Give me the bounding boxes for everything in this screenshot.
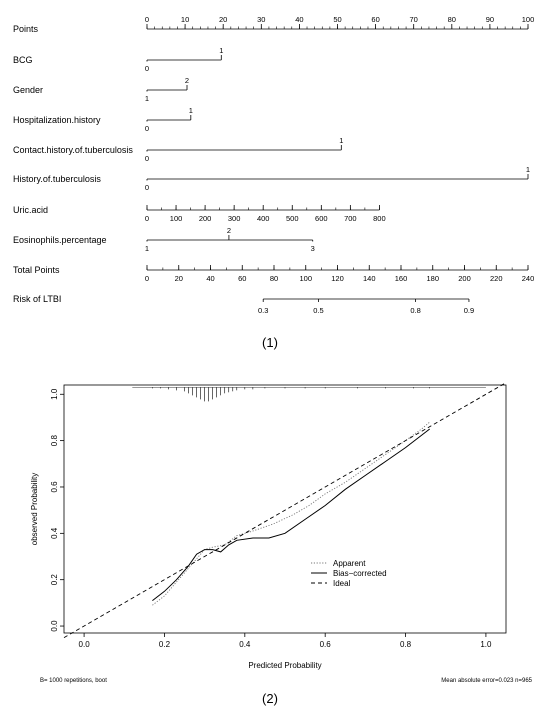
row-label-history-of-tuberculosis: History.of.tuberculosis (13, 174, 101, 184)
uric-acid-tick-label: 200 (198, 214, 212, 223)
uric-acid-tick-label: 800 (373, 214, 386, 223)
x-axis-label: Predicted Probability (248, 661, 322, 670)
eosinophils-percentage-tick-label: 2 (226, 226, 232, 235)
gender-tick-label: 1 (144, 94, 150, 103)
x-tick-label: 0.4 (239, 640, 251, 649)
points-tick-label: 0 (144, 15, 150, 24)
uric-acid-tick-label: 500 (285, 214, 299, 223)
points-tick-label: 80 (447, 15, 456, 24)
uric-acid-tick-label: 100 (169, 214, 183, 223)
footnote-left: B= 1000 repetitions, boot (40, 678, 107, 684)
row-label-risk-of-ltbi: Risk of LTBI (13, 294, 62, 304)
legend-label-apparent: Apparent (333, 559, 366, 568)
legend-label-bias-corrected: Bias−corrected (333, 569, 387, 578)
points-tick-label: 50 (333, 15, 342, 24)
points-tick-label: 40 (295, 15, 304, 24)
total-points-tick-label: 100 (299, 274, 313, 283)
total-points-tick-label: 180 (426, 274, 440, 283)
y-axis-label: observed Probability (30, 472, 39, 546)
row-label-hospitalization-history: Hospitalization.history (13, 115, 101, 125)
total-points-tick-label: 140 (362, 274, 376, 283)
calibration-caption: (2) (262, 691, 278, 706)
eosinophils-percentage-tick-label: 3 (310, 244, 315, 253)
row-label-contact-history-of-tuberculosis: Contact.history.of.tuberculosis (13, 145, 133, 155)
total-points-tick-label: 160 (394, 274, 408, 283)
legend-label-ideal: Ideal (333, 579, 351, 588)
points-tick-label: 20 (219, 15, 228, 24)
risk-of-ltbi-tick-label: 0.5 (313, 306, 324, 315)
series-line-ideal (64, 383, 506, 638)
y-tick-label: 0.4 (50, 527, 59, 539)
points-tick-label: 30 (257, 15, 266, 24)
y-tick-label: 1.0 (50, 388, 59, 400)
hospitalization-history-tick-label: 1 (188, 106, 193, 115)
x-tick-label: 0.0 (78, 640, 90, 649)
x-tick-label: 0.8 (399, 640, 412, 649)
plot-frame (64, 385, 506, 633)
x-tick-label: 0.6 (319, 640, 331, 649)
x-tick-label: 0.2 (158, 640, 171, 649)
nomogram-caption: (1) (262, 335, 278, 350)
contact-history-of-tuberculosis-tick-label: 0 (144, 154, 150, 163)
points-tick-label: 70 (409, 15, 418, 24)
total-points-tick-label: 240 (521, 274, 535, 283)
risk-of-ltbi-tick-label: 0.8 (410, 306, 421, 315)
series-lines (64, 383, 506, 638)
history-of-tuberculosis-tick-label: 0 (144, 183, 150, 192)
hospitalization-history-tick-label: 0 (144, 124, 150, 133)
total-points-tick-label: 20 (174, 274, 183, 283)
y-tick-label: 0.6 (50, 481, 59, 493)
uric-acid-tick-label: 400 (256, 214, 270, 223)
total-points-tick-label: 80 (269, 274, 279, 283)
eosinophils-percentage-tick-label: 1 (144, 244, 150, 253)
points-tick-label: 10 (180, 15, 190, 24)
gender-tick-label: 2 (184, 76, 190, 85)
history-of-tuberculosis-tick-label: 1 (525, 165, 531, 174)
total-points-tick-label: 120 (331, 274, 344, 283)
row-label-gender: Gender (13, 85, 44, 95)
points-tick-label: 100 (521, 15, 535, 24)
y-tick-label: 0.8 (50, 435, 59, 447)
legend (311, 559, 387, 588)
uric-acid-tick-label: 700 (344, 214, 357, 223)
bcg-tick-label: 1 (219, 46, 224, 55)
row-label-eosinophils-percentage: Eosinophils.percentage (13, 235, 107, 245)
total-points-tick-label: 200 (458, 274, 471, 283)
risk-of-ltbi-tick-label: 0.9 (463, 306, 475, 315)
nomogram-panel (13, 15, 534, 315)
row-label-uric-acid: Uric.acid (13, 205, 49, 215)
rug-marks (132, 387, 486, 401)
contact-history-of-tuberculosis-tick-label: 1 (339, 136, 344, 145)
risk-of-ltbi-tick-label: 0.3 (257, 306, 269, 315)
footnote-right: Mean absolute error=0.023 n=965 (441, 678, 532, 684)
total-points-tick-label: 60 (238, 274, 247, 283)
total-points-tick-label: 0 (144, 274, 150, 283)
x-tick-label: 1.0 (480, 640, 492, 649)
row-label-points: Points (13, 24, 39, 34)
row-label-total-points: Total Points (13, 265, 60, 275)
uric-acid-tick-label: 300 (227, 214, 241, 223)
calibration-plot-panel (30, 383, 533, 684)
y-tick-label: 0.0 (50, 620, 59, 632)
total-points-tick-label: 40 (206, 274, 215, 283)
bcg-tick-label: 0 (144, 64, 150, 73)
series-line-bias-corrected (152, 429, 429, 601)
series-line-apparent (152, 422, 429, 605)
y-tick-label: 0.2 (50, 574, 59, 586)
points-tick-label: 90 (485, 15, 495, 24)
uric-acid-tick-label: 600 (315, 214, 328, 223)
total-points-tick-label: 220 (489, 274, 503, 283)
row-label-bcg: BCG (13, 55, 33, 65)
uric-acid-tick-label: 0 (144, 214, 150, 223)
points-tick-label: 60 (371, 15, 380, 24)
